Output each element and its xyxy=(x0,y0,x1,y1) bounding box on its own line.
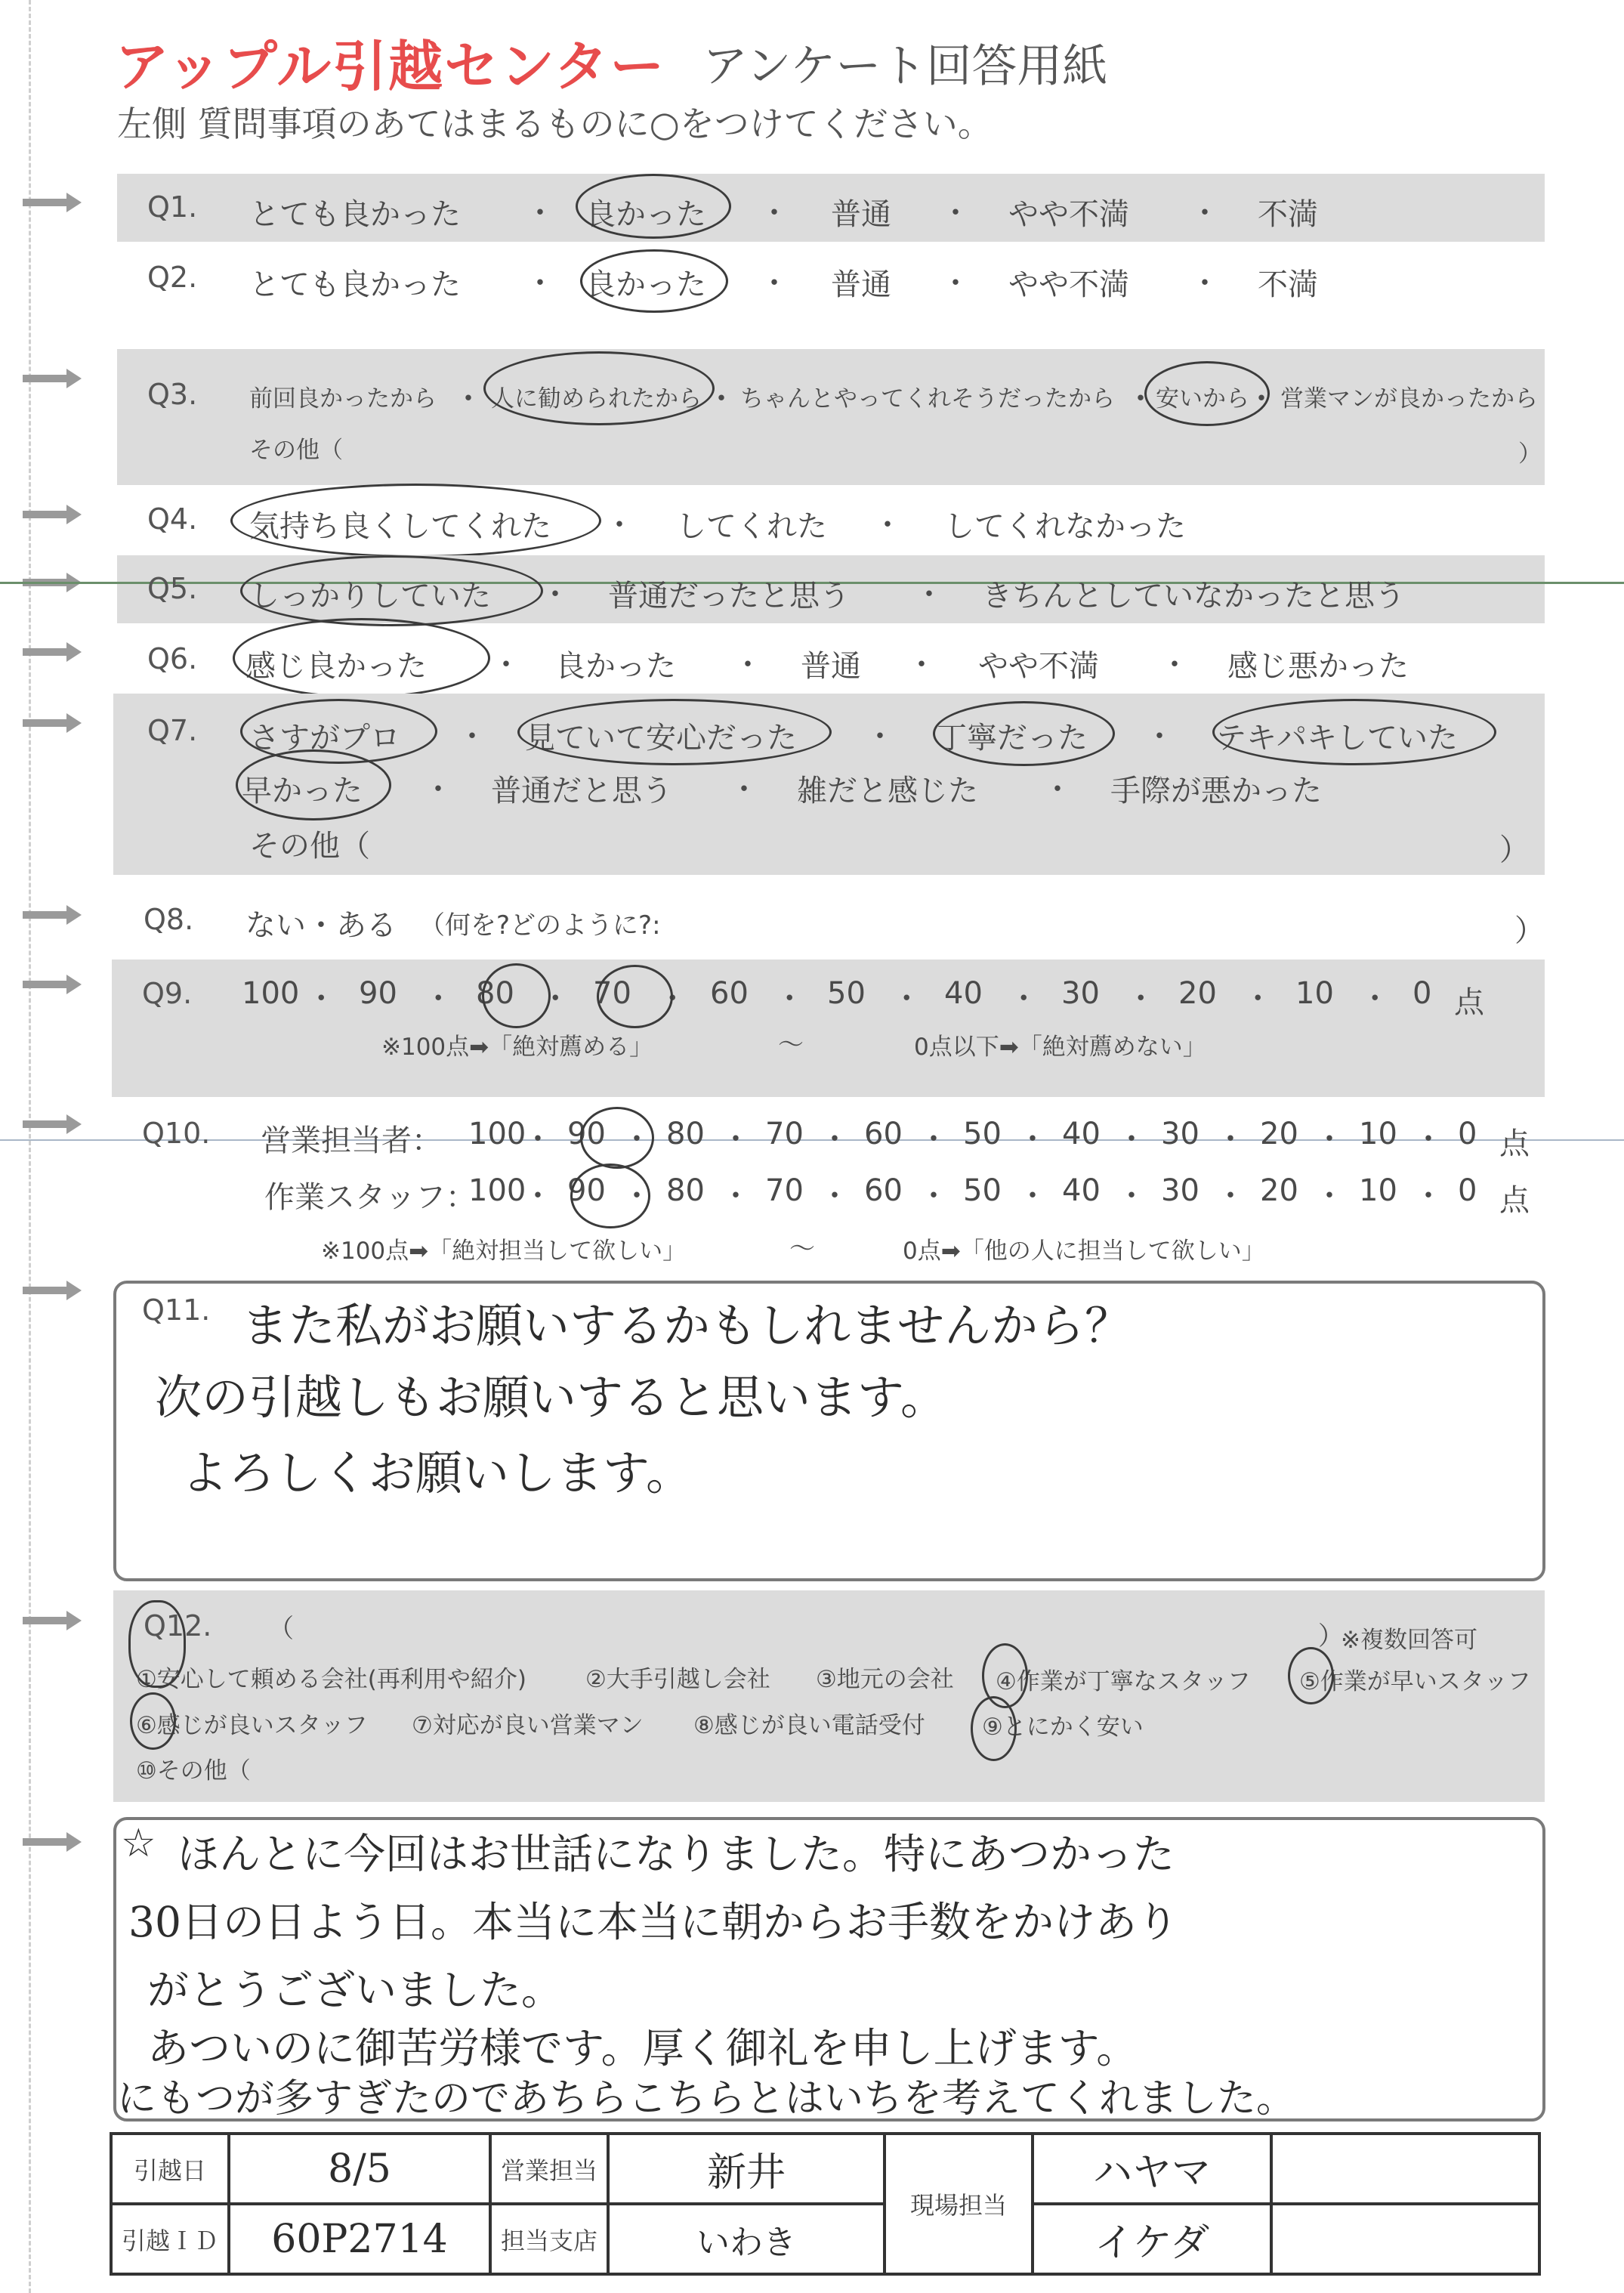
arrow-right-icon xyxy=(23,905,82,925)
q1-option[interactable]: 普通 xyxy=(831,197,891,232)
q11-handwritten-line: また私がお願いするかもしれませんから？ xyxy=(242,1298,1132,1353)
answer-circle xyxy=(933,701,1115,766)
separator: ・ xyxy=(914,577,944,612)
q3-band xyxy=(117,349,1545,485)
q6-option[interactable]: 良かった xyxy=(555,649,676,684)
q4-option[interactable]: してくれた xyxy=(676,509,827,544)
separator: ・ xyxy=(1215,1179,1246,1213)
separator: ・ xyxy=(1159,647,1190,682)
q11-label: Q11. xyxy=(142,1293,211,1327)
q7-option[interactable]: 手際が悪かった xyxy=(1110,774,1322,808)
q3-option[interactable]: 前回良かったから xyxy=(249,385,437,413)
q12-option[interactable]: ⑨とにかく安い xyxy=(982,1714,1144,1741)
q4-option[interactable]: してくれなかった xyxy=(944,509,1186,544)
answer-mark xyxy=(971,1696,1017,1761)
arrow-right-icon xyxy=(23,975,82,994)
q9-score[interactable]: 0 xyxy=(1413,976,1432,1011)
separator: ・ xyxy=(940,266,971,301)
q7-option[interactable]: 丁寧だった xyxy=(937,721,1088,756)
answer-circle xyxy=(517,699,832,765)
q8-options[interactable]: ない・ある xyxy=(245,908,397,943)
q3-option[interactable]: 営業マンが良かったから xyxy=(1280,385,1538,413)
separator: ・ xyxy=(523,1122,554,1157)
arrow-right-icon xyxy=(23,193,82,212)
q10-sales-score[interactable]: 70 xyxy=(765,1117,804,1151)
separator: ・ xyxy=(1413,1179,1444,1213)
q3-option[interactable]: 人に勧められたから xyxy=(491,385,702,413)
q10-sales-score[interactable]: 100 xyxy=(468,1117,526,1151)
answer-circle xyxy=(236,749,391,820)
answer-circle xyxy=(233,618,490,698)
q3-other-label: その他（ xyxy=(249,437,343,464)
left-margin-perforation xyxy=(0,0,31,2293)
q7-option[interactable]: 雑だと感じた xyxy=(797,774,978,808)
answer-circle xyxy=(576,174,731,239)
q10-sales-score[interactable]: 80 xyxy=(666,1117,705,1151)
brand-title: アップル引越センター xyxy=(115,35,666,98)
q3-option[interactable]: 安いから xyxy=(1156,385,1249,413)
separator: ・ xyxy=(423,772,453,807)
separator: ・ xyxy=(1017,1179,1048,1213)
separator: ・ xyxy=(1413,1122,1444,1157)
answer-circle xyxy=(1212,699,1496,765)
q12-close: ） xyxy=(1318,1621,1344,1652)
q5-option[interactable]: しっかりしていた xyxy=(249,579,491,613)
q12-option[interactable]: ①安心して頼める会社(再利用や紹介) xyxy=(136,1666,526,1693)
separator: ・ xyxy=(306,981,337,1016)
q12-option[interactable]: ③地元の会社 xyxy=(816,1666,954,1693)
separator: ・ xyxy=(1017,1122,1048,1157)
q9-score[interactable]: 50 xyxy=(827,976,866,1011)
q9-unit: 点 xyxy=(1454,985,1484,1020)
q10-sales-score[interactable]: 20 xyxy=(1260,1117,1298,1151)
q9-score[interactable]: 90 xyxy=(359,976,397,1011)
q10-staff-score[interactable]: 100 xyxy=(468,1173,526,1208)
move-date-value: 8/5 xyxy=(229,2134,490,2204)
q10-staff-label: 作業スタッフ： xyxy=(264,1180,476,1215)
separator: ・ xyxy=(1246,382,1277,416)
q9-score[interactable]: 80 xyxy=(476,976,514,1011)
answer-circle xyxy=(580,249,728,313)
answer-circle xyxy=(482,963,551,1028)
answer-circle xyxy=(483,351,715,425)
q3-option[interactable]: ちゃんとやってくれそうだったから xyxy=(740,385,1115,413)
separator: ・ xyxy=(1144,719,1175,754)
q12-option[interactable]: ②大手引越し会社 xyxy=(585,1666,770,1693)
q9-note-low: 0点以下➡「絶対薦めない」 xyxy=(914,1034,1206,1061)
q2-option[interactable]: とても良かった xyxy=(249,267,461,302)
arrow-right-icon xyxy=(23,713,82,733)
separator: ・ xyxy=(604,508,634,542)
q1-option[interactable]: やや不満 xyxy=(1008,197,1129,232)
separator: ・ xyxy=(1116,1122,1147,1157)
q9-label: Q9. xyxy=(142,977,193,1010)
q7-option[interactable]: テキパキしていた xyxy=(1216,721,1458,756)
q4-option[interactable]: 気持ち良くしてくれた xyxy=(249,509,551,544)
separator: ・ xyxy=(525,196,555,230)
move-id-value: 60P2714 xyxy=(229,2204,490,2274)
q11-handwritten-line: よろしくお願いします。 xyxy=(181,1445,693,1500)
q10-staff-score[interactable]: 20 xyxy=(1260,1173,1298,1208)
q6-option[interactable]: 感じ悪かった xyxy=(1227,649,1409,684)
q1-option[interactable]: 良かった xyxy=(585,197,706,232)
arrow-right-icon xyxy=(23,1281,82,1300)
separator: ・ xyxy=(457,719,487,754)
q2-option[interactable]: 不満 xyxy=(1258,267,1318,302)
separator: ・ xyxy=(540,981,571,1016)
q3-label: Q3. xyxy=(147,378,198,411)
q7-option[interactable]: 見ていて安心だった xyxy=(525,721,797,756)
q10-staff-score[interactable]: 0 xyxy=(1458,1173,1477,1208)
q10-staff-score[interactable]: 80 xyxy=(666,1173,705,1208)
q6-option[interactable]: 感じ良かった xyxy=(245,649,427,684)
q10-staff-score[interactable]: 40 xyxy=(1062,1173,1101,1208)
separator: ・ xyxy=(706,382,736,416)
answer-circle xyxy=(230,484,601,558)
separator: ・ xyxy=(759,266,789,301)
q9-score-row xyxy=(242,976,1526,1014)
q10-staff-score[interactable]: 10 xyxy=(1359,1173,1397,1208)
q11-handwritten-line: 次の引越しもお願いすると思います。 xyxy=(155,1370,948,1425)
answer-circle xyxy=(240,555,543,626)
separator: ・ xyxy=(1314,1122,1345,1157)
site-value-2: イケダ xyxy=(1033,2204,1271,2274)
separator: ・ xyxy=(759,196,789,230)
q9-note-high: ※100点➡「絶対薦める」 xyxy=(381,1034,653,1061)
q10-staff-score[interactable]: 70 xyxy=(765,1173,804,1208)
separator: ・ xyxy=(622,1122,653,1157)
q9-score[interactable]: 30 xyxy=(1061,976,1100,1011)
q2-option[interactable]: 普通 xyxy=(831,267,891,302)
q9-score[interactable]: 10 xyxy=(1295,976,1334,1011)
sales-value: 新井 xyxy=(608,2134,885,2204)
q10-sales-score[interactable]: 60 xyxy=(864,1117,903,1151)
q9-score[interactable]: 40 xyxy=(944,976,983,1011)
form-title: アンケート回答用紙 xyxy=(702,40,1108,93)
q9-score[interactable]: 100 xyxy=(242,976,300,1011)
separator: ・ xyxy=(721,1179,752,1213)
q5-option[interactable]: きちんとしていなかったと思う xyxy=(982,579,1405,613)
site-blank-cell xyxy=(1271,2134,1539,2204)
answer-mark xyxy=(130,1692,176,1750)
q6-option[interactable]: 普通 xyxy=(801,649,861,684)
separator: ・ xyxy=(1243,981,1274,1016)
star-icon: ☆ xyxy=(121,1821,156,1866)
separator: ・ xyxy=(940,196,971,230)
separator: ・ xyxy=(872,508,903,542)
q7-option[interactable]: 早かった xyxy=(242,774,363,808)
q7-option[interactable]: 普通だと思う xyxy=(491,774,672,808)
comment-line: 30日の日よう日。本当に本当に朝からお手数をかけあり xyxy=(128,1898,1178,1946)
q10-sales-score[interactable]: 10 xyxy=(1359,1117,1397,1151)
q1-label: Q1. xyxy=(147,190,198,224)
site-blank-cell xyxy=(1271,2204,1539,2274)
separator: ・ xyxy=(1125,981,1156,1016)
answer-circle xyxy=(570,1163,653,1228)
separator: ・ xyxy=(491,647,521,682)
comment-line: あついのに御苦労様です。厚く御礼を申し上げます。 xyxy=(147,2024,1138,2072)
q6-label: Q6. xyxy=(147,642,198,675)
q1-option[interactable]: とても良かった xyxy=(249,197,461,232)
q12-option[interactable]: ⑩その他（ xyxy=(136,1757,251,1785)
separator: ・ xyxy=(1008,981,1039,1016)
q10-sales-label: 営業担当者： xyxy=(261,1123,442,1158)
branch-value: いわき xyxy=(608,2204,885,2274)
arrow-right-icon xyxy=(23,505,82,524)
separator: ・ xyxy=(1314,1179,1345,1213)
q3-other-close: ） xyxy=(1518,440,1542,468)
separator: ・ xyxy=(919,1122,949,1157)
q10-note-low: 0点➡「他の人に担当して欲しい」 xyxy=(903,1238,1265,1265)
q9-score[interactable]: 20 xyxy=(1178,976,1217,1011)
answer-circle xyxy=(1144,361,1270,426)
comment-line: ほんとに今回はお世話になりました。特にあつかった xyxy=(178,1830,1175,1878)
answer-circle xyxy=(597,965,673,1028)
q7-other-label: その他（ xyxy=(249,829,370,864)
arrow-right-icon xyxy=(23,642,82,662)
q12-multi-note: ※複数回答可 xyxy=(1341,1627,1477,1654)
q10-sales-unit: 点 xyxy=(1499,1126,1530,1161)
separator: ・ xyxy=(657,981,688,1016)
separator: ・ xyxy=(919,1179,949,1213)
q5-label: Q5. xyxy=(147,572,198,605)
separator: ・ xyxy=(1360,981,1391,1016)
q2-label: Q2. xyxy=(147,261,198,294)
q10-staff-score[interactable]: 50 xyxy=(963,1173,1002,1208)
q2-option[interactable]: やや不満 xyxy=(1008,267,1129,302)
separator: ・ xyxy=(891,981,922,1016)
q8-label: Q8. xyxy=(144,903,194,936)
arrow-right-icon xyxy=(23,1611,82,1630)
q10-sales-score[interactable]: 90 xyxy=(567,1117,606,1151)
site-label: 現場担当 xyxy=(885,2134,1033,2274)
q12-open: （ xyxy=(268,1614,294,1644)
q10-staff-score[interactable]: 60 xyxy=(864,1173,903,1208)
separator: ・ xyxy=(423,981,454,1016)
separator: ・ xyxy=(729,772,759,807)
q8-hint: （何を?どのように?: xyxy=(419,910,661,941)
q10-label: Q10. xyxy=(142,1117,211,1150)
q10-staff-score[interactable]: 90 xyxy=(567,1173,606,1208)
q12-option[interactable]: ⑤作業が早いスタッフ xyxy=(1299,1668,1531,1695)
q12-label: Q12. xyxy=(144,1609,212,1642)
q2-option[interactable]: 良かった xyxy=(585,267,706,302)
arrow-right-icon xyxy=(23,1114,82,1134)
separator: ・ xyxy=(906,647,937,682)
q9-score[interactable]: 60 xyxy=(710,976,749,1011)
q8-close: ） xyxy=(1514,913,1545,948)
arrow-right-icon xyxy=(23,369,82,388)
separator: ・ xyxy=(1116,1179,1147,1213)
separator: ・ xyxy=(1215,1122,1246,1157)
separator: ・ xyxy=(1190,196,1220,230)
q4-label: Q4. xyxy=(147,502,198,536)
separator: ・ xyxy=(733,647,763,682)
q5-option[interactable]: 普通だったと思う xyxy=(608,579,850,613)
q7-option[interactable]: さすがプロ xyxy=(249,721,400,756)
site-value-1: ハヤマ xyxy=(1033,2134,1271,2204)
q10-note-high: ※100点➡「絶対担当して欲しい」 xyxy=(321,1238,687,1265)
separator: ・ xyxy=(525,266,555,301)
separator: ・ xyxy=(865,719,895,754)
q12-option[interactable]: ⑦対応が良い営業マン xyxy=(412,1712,644,1739)
answer-mark xyxy=(128,1600,186,1688)
q6-option[interactable]: やや不満 xyxy=(978,649,1099,684)
staff-info-table xyxy=(110,2132,1541,2276)
q12-option[interactable]: ⑥感じが良いスタッフ xyxy=(136,1712,368,1739)
answer-mark xyxy=(1288,1647,1334,1704)
separator: ・ xyxy=(721,1122,752,1157)
sales-label: 営業担当 xyxy=(490,2134,608,2204)
separator: ・ xyxy=(453,382,483,416)
separator: ・ xyxy=(820,1179,851,1213)
arrow-right-icon xyxy=(23,1832,82,1852)
q1-option[interactable]: 不満 xyxy=(1258,197,1318,232)
instruction-text: 左側 質問事項のあてはまるものに○をつけてください。 xyxy=(117,104,993,144)
q12-option[interactable]: ④作業が丁寧なスタッフ xyxy=(996,1668,1251,1695)
separator: ・ xyxy=(774,981,805,1016)
q10-sales-score[interactable]: 40 xyxy=(1062,1117,1101,1151)
separator: ・ xyxy=(1190,266,1220,301)
separator: ・ xyxy=(523,1179,554,1213)
separator: ・ xyxy=(820,1122,851,1157)
comment-line: にもつが多すぎたのであちらこちらとはいちを考えてくれました。 xyxy=(117,2076,1296,2121)
separator: ・ xyxy=(1125,382,1156,416)
comment-line: がとうございました。 xyxy=(147,1966,563,2014)
separator: ・ xyxy=(622,1179,653,1213)
q10-sales-score[interactable]: 30 xyxy=(1161,1117,1199,1151)
q9-score[interactable]: 70 xyxy=(593,976,631,1011)
q10-staff-unit: 点 xyxy=(1499,1183,1530,1218)
q10-tilde: ～ xyxy=(789,1234,815,1264)
separator: ・ xyxy=(1042,772,1073,807)
separator: ・ xyxy=(540,577,570,612)
q9-tilde: ～ xyxy=(778,1030,804,1060)
q10-staff-score[interactable]: 30 xyxy=(1161,1173,1199,1208)
q12-option[interactable]: ⑧感じが良い電話受付 xyxy=(693,1712,925,1739)
q10-sales-score[interactable]: 0 xyxy=(1458,1117,1477,1151)
q7-other-close: ） xyxy=(1499,833,1530,867)
branch-label: 担当支店 xyxy=(490,2204,608,2274)
q10-sales-score[interactable]: 50 xyxy=(963,1117,1002,1151)
move-id-label: 引越ＩＤ xyxy=(111,2204,229,2274)
move-date-label: 引越日 xyxy=(111,2134,229,2204)
answer-circle xyxy=(580,1107,654,1169)
q7-label: Q7. xyxy=(147,714,198,747)
